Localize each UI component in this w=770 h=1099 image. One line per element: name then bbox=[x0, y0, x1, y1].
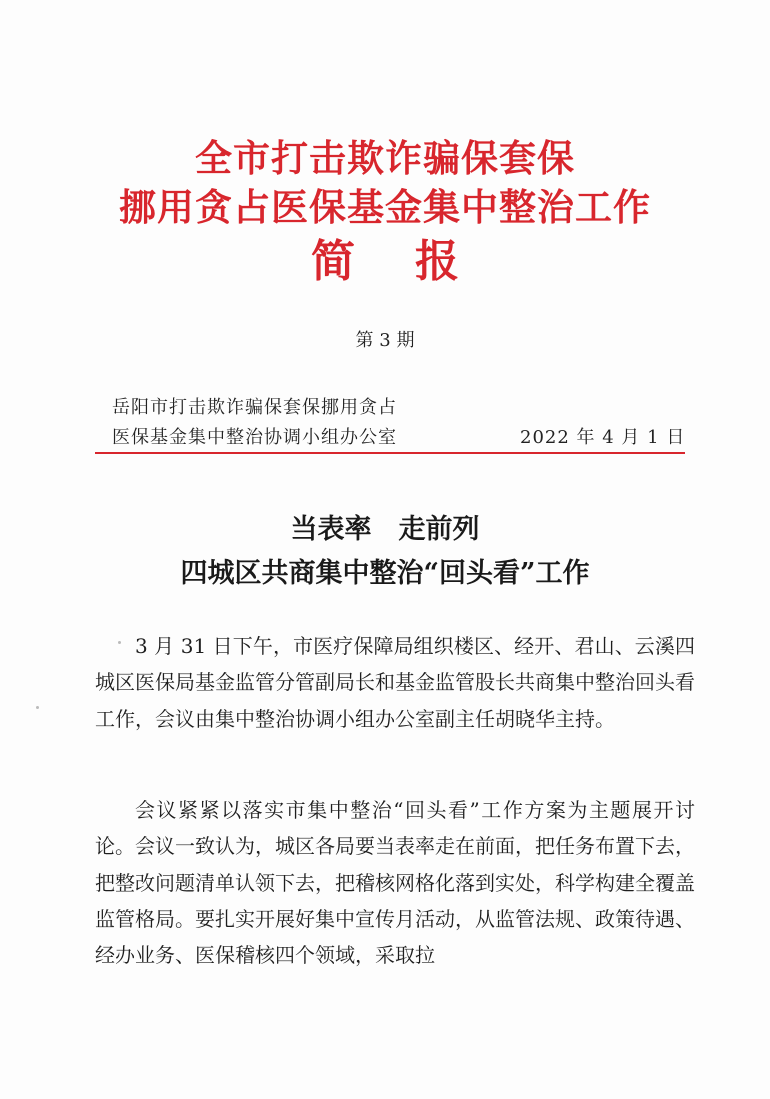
issue-date: 2022 年 4 月 1 日 bbox=[520, 427, 686, 448]
publisher-line-2: 医保基金集中整治协调小组办公室 bbox=[112, 427, 397, 448]
scan-speck bbox=[118, 641, 121, 644]
issue-number: 第 3 期 bbox=[355, 330, 415, 351]
header-title-line-1: 全市打击欺诈骗保套保 bbox=[195, 136, 575, 180]
header-title-line-2: 挪用贪占医保基金集中整治工作 bbox=[119, 185, 651, 229]
article-paragraph-1: 3 月 31 日下午，市医疗保障局组织楼区、经开、君山、云溪四城区医保局基金监管分管副局长和基金监管股长共商集中整治回头看工作，会议由集中整治协调小组办公室副主任胡晓华主持。 bbox=[95, 634, 695, 731]
article-title-line-1: 当表率 走前列 bbox=[290, 514, 480, 545]
header-divider bbox=[95, 452, 685, 454]
publisher-line-1: 岳阳市打击欺诈骗保套保挪用贪占 bbox=[112, 397, 397, 418]
article-paragraph-2: 会议紧紧以落实市集中整治“回头看”工作方案为主题展开讨论。会议一致认为，城区各局要当表率走在前面，把任务布置下去，把整改问题清单认领下去，把稽核网格化落到实处，科学构建全覆盖监管格局。要扎实开展好集中宣传月活动，从监管法规、政策待遇、经办业务、医保稽核四个领域，采取拉 bbox=[95, 798, 695, 968]
scan-speck bbox=[36, 706, 39, 709]
article-title-line-2: 四城区共商集中整治“回头看”工作 bbox=[180, 558, 590, 589]
header-title-line-3: 简报 bbox=[311, 236, 519, 287]
